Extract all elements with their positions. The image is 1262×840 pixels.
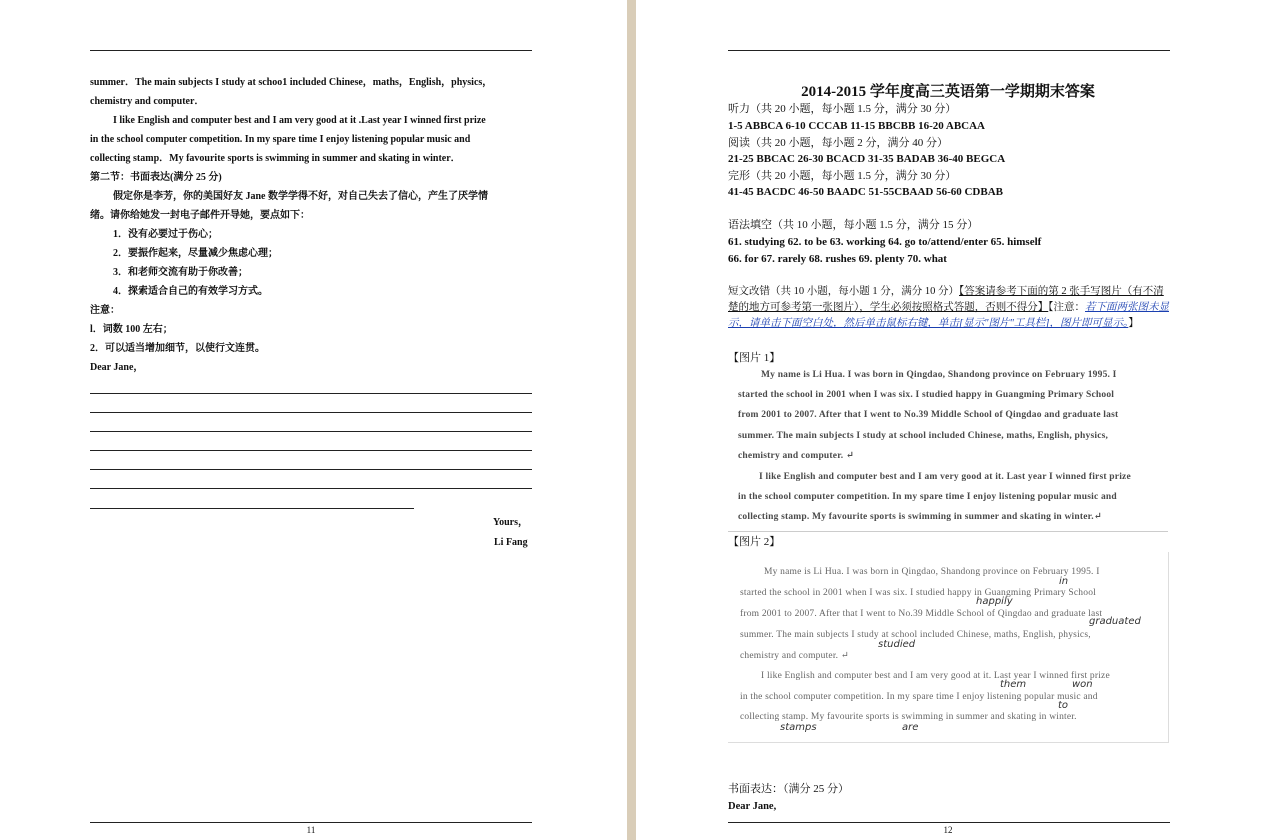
list-item: 3．和老师交流有助于你改善； [113, 267, 248, 278]
scan-line: from 2001 to 2007. After that I went to No.39 Middle School of Qingdao and graduate last [738, 410, 1119, 420]
handwritten-correction: won [1072, 679, 1093, 690]
footer-rule [90, 822, 532, 823]
image1-label: 【图片 1】 [728, 352, 781, 364]
text-line: 假定你是李芳，你的美国好友 Jane 数学学得不好，对自己失去了信心，产生了厌学情 [113, 191, 488, 202]
text-line: l．词数 100 左右； [90, 324, 173, 335]
notice-open: 【注意： [1048, 302, 1085, 313]
salutation: Dear Jane， [90, 362, 144, 373]
section-heading: 第二节：书面表达(满分 25 分) [90, 172, 222, 183]
scan-line: in the school computer competition. In my spare time I enjoy listening popular music and [740, 692, 1098, 702]
scan-line: I like English and computer best and I am very good at it. Last year I winned first prize [759, 472, 1131, 482]
grammar-answers-row: 66. for 67. rarely 68. rushes 69. plenty 70. what [728, 253, 947, 265]
scan-line: started the school in 2001 when I was six. I studied happy in Guangming Primary School [740, 588, 1096, 598]
list-item: 1．没有必要过于伤心； [113, 229, 218, 240]
writing-line [90, 508, 414, 509]
scan-line: I like English and computer best and I am very good at it. Last year I winned first prize [761, 671, 1110, 681]
page-gutter [627, 0, 636, 840]
scan-line: chemistry and computer. ↵ [738, 451, 855, 461]
cloze-answers: 41-45 BACDC 46-50 BAADC 51-55CBAAD 56-60 CDBAB [728, 186, 1003, 198]
text-line: chemistry and computer． [90, 96, 205, 107]
grammar-header: 语法填空（共 10 小题，每小题 1.5 分，满分 15 分） [728, 219, 979, 231]
page-12 [636, 0, 1262, 840]
handwritten-correction: them [1000, 679, 1027, 690]
text-line: 注意： [90, 305, 120, 316]
text-line: in the school computer competition. In my spare time I enjoy listening popular music and [90, 134, 471, 145]
writing-line [90, 488, 532, 489]
text-line: 绪。请你给她发一封电子邮件开导她，要点如下： [90, 210, 310, 221]
handwritten-correction: studied [878, 639, 916, 650]
writing-line [90, 469, 532, 470]
text-line: I like English and computer best and I am very good at it .Last year I winned first prize [113, 115, 486, 126]
list-item: 4．探索适合自己的有效学习方式。 [113, 286, 268, 297]
reading-answers: 21-25 BBCAC 26-30 BCACD 31-35 BADAB 36-40 BEGCA [728, 153, 1006, 165]
scan-line: summer. The main subjects I study at school included Chinese, maths, English, physics, [738, 431, 1109, 441]
grammar-answers-row: 61. studying 62. to be 63. working 64. go to/attend/enter 65. himself [728, 236, 1042, 248]
cloze-header: 完形（共 20 小题，每小题 1.5 分，满分 30 分） [728, 170, 957, 182]
correction-header: 短文改错（共 10 小题，每小题 1 分，满分 10 分） [728, 286, 959, 297]
text-line: 2．可以适当增加细节，以使行文连贯。 [90, 343, 265, 354]
image2-label: 【图片 2】 [728, 536, 781, 548]
notice-close: 】 [1128, 318, 1139, 329]
writing-line [90, 431, 532, 432]
signature: Li Fang [494, 537, 528, 548]
reading-header: 阅读（共 20 小题，每小题 2 分，满分 40 分） [728, 137, 948, 149]
scan-image-1 [728, 366, 1168, 532]
handwritten-correction: stamps [780, 722, 817, 733]
list-item: 2．要振作起来，尽量减少焦虑心理； [113, 248, 278, 259]
scan-line: collecting stamp. My favourite sports is swimming in summer and skating in winter.↵ [738, 512, 1102, 522]
scan-line: started the school in 2001 when I was six. I studied happy in Guangming Primary School [738, 390, 1115, 400]
scan-line: collecting stamp. My favourite sports is swimming in summer and skating in winter. [740, 712, 1077, 722]
scan-line: chemistry and computer. ↵ [740, 651, 849, 661]
listening-header: 听力（共 20 小题，每小题 1.5 分，满分 30 分） [728, 103, 957, 115]
listening-answers: 1-5 ABBCA 6-10 CCCAB 11-15 BBCBB 16-20 ABCAA [728, 120, 985, 132]
correction-note [728, 284, 1170, 332]
closing: Yours， [493, 517, 529, 528]
text-line: summer．The main subjects I study at schoo1 included Chinese，maths，English，physics， [90, 77, 493, 88]
writing-line [90, 393, 532, 394]
correction-instruction: 【答案请参考下面的第 2 张手写图片（有不清楚的地方可参考第一张图片），学生必须按照格式答题，否则不得分】 [728, 286, 1164, 313]
scan-line: in the school computer competition. In my spare time I enjoy listening popular music and [738, 492, 1117, 502]
handwritten-correction: are [902, 722, 919, 733]
scan-line: My name is Li Hua. I was born in Qingdao, Shandong province on February 1995. I [761, 370, 1117, 380]
page-number: 11 [306, 825, 316, 835]
handwritten-correction: graduated [1089, 616, 1141, 627]
page-number: 12 [943, 825, 953, 835]
scan-line: summer. The main subjects I study at school included Chinese, maths, English, physics, [740, 630, 1091, 640]
header-rule [728, 50, 1170, 51]
header-rule [90, 50, 532, 51]
handwritten-correction: in [1059, 576, 1069, 587]
notice-text: 若下面两张图未显示，请单击下面空白处，然后单击鼠标右键，单击[显示"图片"工具栏]，图片即可显示。 [728, 302, 1169, 329]
handwritten-correction: to [1058, 700, 1069, 711]
page-title: 2014-2015 学年度高三英语第一学期期末答案 [801, 84, 1095, 100]
scan-line: My name is Li Hua. I was born in Qingdao, Shandong province on February 1995. I [764, 567, 1100, 577]
text-line: collecting stamp．My favourite sports is swimming in summer and skating in winter． [90, 153, 461, 164]
page-11 [0, 0, 627, 840]
footer-rule [728, 822, 1170, 823]
scan-line: from 2001 to 2007. After that I went to No.39 Middle School of Qingdao and graduate last [740, 609, 1103, 619]
handwritten-correction: happily [976, 596, 1013, 607]
salutation: Dear Jane, [728, 801, 777, 812]
writing-line [90, 412, 532, 413]
writing-header: 书面表达：（满分 25 分） [728, 783, 849, 795]
writing-line [90, 450, 532, 451]
scan-image-2 [728, 552, 1169, 743]
